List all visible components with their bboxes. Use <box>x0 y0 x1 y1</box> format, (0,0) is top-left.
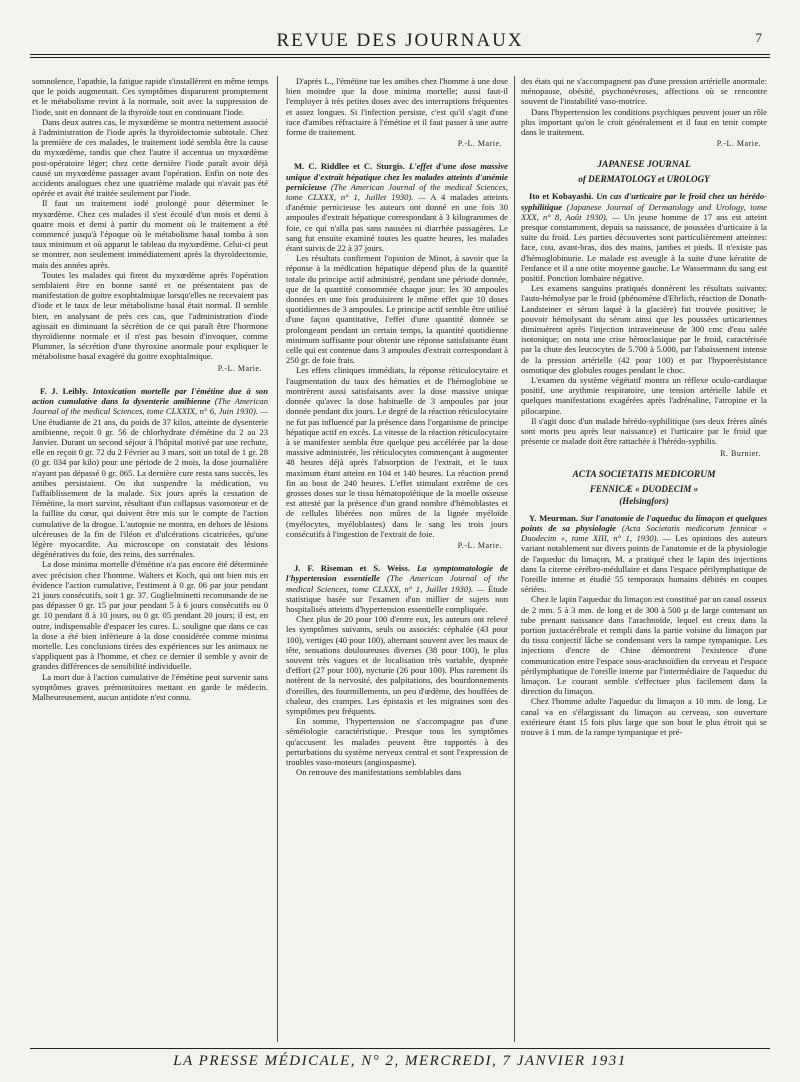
article-text: Un jeune homme de 17 ans est atteint presque constamment, depuis sa naissance, de poussées d'urticaire à la suite du froid. Les parties découvertes sont particulièrement atteintes: face, cou, avant-bras, dos des mains, jambes et pieds. Il n'existe pas d'hémoglobinurie. Le malade est aveugle à la suite d'une kératite de l'enfance et il a une otite moyenne gauche. Le Wassermann du sang est positif. Ponction lombaire négative. <box>521 211 767 284</box>
article-author: F. J. Leibly. <box>40 385 88 396</box>
article-title: La symptomatologie de l'hypertension essentielle <box>286 563 508 584</box>
article-source: (The American Journal of the medical Sciences, tome CLXXX, n° 1, Juillet 1930). — <box>286 573 508 594</box>
article-heading <box>32 386 268 559</box>
paragraph: On retrouve des manifestations semblables dans <box>296 767 462 778</box>
paragraph: D'après L., l'émétine tue les amibes chez l'homme à une dose bien moindre que la dose minima mortelle; aussi faut-il l'employer à très petites doses avec des interruptions fréquentes et assez longues. Si l'infection persiste, c'est qu'il s'agit d'une race d'amibes réfractaire à l'émétine et il faut passer à une autre forme de traitement. <box>286 76 508 138</box>
paragraph: Les résultats confirment l'opinion de Minot, à savoir que la réponse à la médication hépatique dépend plus de la quantité totale du principe actif administré, pendant une période donnée, que de la quantité consommée chaque jour: les 30 ampoules données en une fois produisirent le même effet que 10 doses quotidiennes de 3 ampoules. Le principe actif semble être utilisé d'une façon quantitative, l'effet d'une quantité donnée se prolongeant pendant un certain temps, la quantité quotidienne minimum suffisante pour obtenir une réponse satisfaisante étant celle qui est contenue dans 3 ampoules d'extrait correspondant à 250 gr. de foie frais. <box>286 253 508 366</box>
signature: P.-L. Marie. <box>457 139 502 149</box>
journal-section-title: REVUE DES JOURNAUX <box>276 30 524 51</box>
column-1 <box>32 76 268 1042</box>
article-heading <box>286 161 508 253</box>
signature: P.-L. Marie. <box>217 363 262 373</box>
paragraph: Chez l'homme adulte l'aqueduc du limaçon a 10 mm. de long. Le canal va en s'élargissant du limaçon au cerveau, son ouverture extérieure étant 15 fois plus large que son bout le plus étroit qui se trouve à 1 mm. de la rampe tympanique et pré- <box>521 696 767 737</box>
column-divider <box>277 76 278 1042</box>
paragraph: des états qui ne s'accompagnent pas d'une pression artérielle anormale: ménopause, obésité, psychonévroses, affections où se rencontre souvent de l'instabilité vaso-motrice. <box>521 76 767 107</box>
article-title: Sur l'anatomie de l'aqueduc du limaçon et quelques points de sa physiologie <box>521 512 767 533</box>
paragraph: Dans deux autres cas, le myxœdème se montra nettement associé à l'administration de l'iode après la thyroïdectomie subtotale. Chez la première de ces malades, le traitement iodé sembla être la cause du myxœdème, tandis que chez l'autre il accentua un myxœdème post-opératoire léger; chez cette dernière l'iode paraît avoir déjà causé un myxœdème passager avant l'opération. Enfin on note des accidents analogues chez une quatrième malade qui n'avait pas été opérée et avait été traitée seulement par l'iode. <box>32 116 268 199</box>
article-source: (Japanese Journal of Dermatology and Urology, tome XXX, n° 8, Août 1930). — <box>521 201 767 222</box>
article-heading <box>286 563 508 614</box>
journal-location: (Helsingfors) <box>619 495 669 506</box>
article-author: Y. Meurman. <box>529 512 578 523</box>
article-author: J. F. Riseman et S. Weiss. <box>294 563 411 574</box>
article-source: (Acta Societatis medicorum fennicæ « Duodecim », tome XIII, n° 1, 1930). — <box>521 522 767 544</box>
journal-subheading: of DERMATOLOGY et UROLOGY <box>578 174 710 185</box>
article-author: Ito et Kobayashi. <box>529 191 594 202</box>
article-source: (The American Journal of the medical Sciences, tome CLXXX, n° 1, Juillet 1930). — <box>286 181 508 203</box>
article-heading <box>521 191 767 283</box>
signature: R. Burnier. <box>720 448 761 458</box>
paragraph: Les examens sanguins pratiqués donnèrent les résultats suivants: l'auto-hémolyse par le froid (phénomène d'Ehrlich, réaction de Donath-Landsteiner et sérum laqué à la glacière) fut trouvée positive; le pouvoir hémolysant du sérum ainsi que les poussées urticariennes diminuèrent après l'injection intraveineuse de 300 cmc d'eau salée isotonique; on nota une crise hémoclasique par le froid, caractérisée par la chute des leucocytes de 5.700 à 5.000, par l'abaissement intense de la pression artérielle (42 pour 100) et par l'hypoerésistance osmotique des globules rouges pendant le choc. <box>521 283 767 375</box>
article-text: A 4 malades atteints d'anémie pernicieuse les auteurs ont donné en une fois 30 ampoules d'extrait hépatique correspondant à 3 kilogrammes de foie, ce qui n'alla pas sans nausées ni diarrhée passagères. Le sang fut ensuite examiné toutes les quatre heures, les malades étant suivis de 22 à 37 jours. <box>286 192 508 254</box>
page-footer <box>30 1048 770 1073</box>
paragraph: Il s'agit donc d'un malade hérédo-syphilitique (ses deux frères aînés sont morts peu après leur naissance) et l'urticaire par le froid que présente ce malade doit être rattachée à l'hérédo-syphilis. <box>521 415 767 447</box>
paragraph: Toutes les malades qui firent du myxœdème après l'opération semblaient être en bonne santé et ne présentaient pas de manifestation de goitre exophtalmique lorsqu'elles ne recevaient pas d'iode et le taux de leur métabolisme basal était normal. Il semble bien, en analysant de près ces cas, que l'administration d'iode agissait en diminuant la sécrétion de ce qui paraît être l'hormone thyroïdienne normale et il n'est pas besoin d'invoquer, comme Plummer, la sécrétion d'une thyroxine anormale pour expliquer le métabolisme basal exagéré du goitre exophtalmique. <box>32 269 268 362</box>
article-title: Un cas d'urticaire par le froid chez un hérédo-syphilitique <box>521 191 767 212</box>
column-divider <box>514 76 515 1042</box>
paragraph: Chez le lapin l'aqueduc du limaçon est constitué par un canal osseux de 2 mm. 5 à 3 mm. de long et de 300 à 500 µ de large contenant un tube prenant naissance dans l'arachnoïde, lequel est creux dans la portion juxtacérébrale et rempli dans la partie voisine du limaçon par du tissu conjectif lâche se condensant vers la rampe tympanique. Les injections d'encre de Chine démontrent l'existence d'une communication entre l'espace sous-arachnoïdien du cerveau et l'espace périlymphatique de l'oreille interne par l'intermédiaire de l'aqueduc du limaçon. Le courant semble s'effectuer plus facilement dans la direction du limaçon. <box>521 594 767 697</box>
article-author: M. C. Riddlee et C. Sturgis. <box>294 161 405 172</box>
journal-heading: JAPANESE JOURNAL <box>597 160 691 171</box>
footer-publication-line: LA PRESSE MÉDICALE, N° 2, MERCREDI, 7 JANVIER 1931 <box>173 1053 627 1069</box>
article-title: L'effet d'une dose massive unique d'extrait hépatique chez les malades atteints d'anémie pernicieuse <box>286 161 508 192</box>
journal-subheading: FENNICÆ « DUODECIM » <box>589 483 699 494</box>
paragraph: La mort due à l'action cumulative de l'émétine peut survenir sans symptômes graves prémonitoires mettant en garde le médecin. Malheureusement, aucun antidote n'est connu. <box>32 671 268 702</box>
article-text: Une étudiante de 21 ans, du poids de 37 kilos, atteinte de dysenterie amibienne, reçoit 0 gr. 56 de chlorhydrate d'émétine du 2 au 23 Janvier. Durant un second séjour à l'hôpital motivé par une rechute, elle en reçoit 0 gr. 72 du 2 Février au 3 mars, soit un total de 1 gr. 28 (0 gr. 034 par kilo) pour une période de 2 mois, la dose journalière n'ayant pas dépassé 0 gr. 065. La dernière cure resta sans succès, les amibes persistaient. On dut suspendre la médication, vu l'affaiblissement de la malade. Six jours après la cessation de l'émétine, la mort survint, résultant d'un collapsus vasomoteur et de la faillite du cœur, qui doivent être mis sur le compte de l'action cumulative de la drogue. L'autopsie ne montra, en dehors de lésions ulcéreuses de la fin de l'iléon et d'ulcérations cicatricées, qu'une légère myocardite. Au microscope on constatait des lésions dégénératives du foie, des reins, des surrénales. <box>32 416 268 560</box>
article-title: Intoxication mortelle par l'émétine due à son action cumulative dans la dysenterie amibienne <box>32 385 268 407</box>
paragraph: Chez plus de 20 pour 100 d'entre eux, les auteurs ont relevé les symptômes suivants, seuls ou associés: céphalée (43 pour 100), vertiges (40 pour 100), alternant souvent avec les maux de tête, sensations douloureuses diverses (38 pour 100), le plus souvent très vagues et de localisation très variable, dyspnée d'effort (27 pour 100), nycturie (26 pour 100). Plus rarement ils notèrent de la nervosité, des palpitations, des bourdonnements d'oreilles, des fourmillements, un peu d'œdème, des bouffées de chaleur, des crampes. Les épistaxis et les migraines sont des symptômes peu fréquents. <box>286 614 508 716</box>
column-3 <box>521 76 767 1042</box>
page-number: 7 <box>755 30 762 45</box>
journal-heading: ACTA SOCIETATIS MEDICORUM <box>572 469 716 480</box>
paragraph: La dose minima mortelle d'émétine n'a pas encore été déterminée avec précision chez l'homme. Walters et Koch, qui ont bien mis en évidence l'action cumulative, l'estiment à 0 gr. 06 par jour pendant 21 jours consécutifs, soit 1 gr. 37. Guglielminetti recommande de ne pas dépasser 0 gr. 15 par jour pendant 5 à 6 jours consécutifs ou 0 gr. 10 pendant 8 à 10 jours, ou 0 gr. 05 pendant 20 jours; il est, en outre, indispensable d'espacer les cures. L. souligne que dans ce cas la dose a été bien inférieure à la dose considérée comme minima mortelle. Les conclusions tirées des expériences sur les animaux ne s'appliquent pas à l'homme, et chez ce dernier il semble y avoir de grandes différences de sensibilité individuelle. <box>32 559 268 672</box>
paragraph: somnolence, l'apathie, la fatigue rapide s'installèrent en même temps que le poids augmentait. Ces symptômes disparurent promptement et le métabolisme revint à la normale, soit avec la suppression de l'iode, soit en donnant de la thyroïde tout en continuant l'iode. <box>32 76 268 117</box>
paragraph: Les effets cliniques immédiats, la réponse réticulocytaire et l'augmentation du taux des hématies et de l'hémoglobine se montrèrent aussi satisfaisants avec la dose massive unique donnée qu'avec la dose habituelle de 3 ampoules par jour donnée pendant dix jours. Le degré de la réaction réticulocytaire ne fut pas influencé par la présence dans l'organisme de principe hépatique actif en excès. La vitesse de la réaction réticulocytaire à se manifester sembla être quelque peu accélérée par la dose massive administrée, les réticulocytes commençant à augmenter 48 heures déjà après l'absorption de l'extrait, et le taux maximum étant atteint en 104 et 140 heures. La réaction prend fin au bout de 240 heures. L'effet stimulant extrême de ces grosses doses sur le tissu hématopoïétique de la moelle osseuse est attesté par la présence d'un grand nombre d'hémoblastes et de cellules libérées non mûres de la lignée myéloïde (myélocytes, myéloblastes) dans le sang les trois jours consécutifs à l'ingestion de l'extrait de foie. <box>286 365 508 539</box>
header-rule <box>30 54 770 58</box>
paragraph: En somme, l'hypertension ne s'accompagne pas d'une séméiologie caractéristique. Presque tous les symptômes qu'accusent les malades peuvent être rapportés à des perturbations du système nerveux central et sont l'expression de troubles vaso-moteurs (angiospasme). <box>286 716 508 767</box>
paragraph: Il faut un traitement iodé prolongé pour déterminer le myxœdème. Chez ces malades il s'est écoulé d'un mois et demi à quatre mois et demi à partir du moment où le traitement a été commencé jusqu'à l'époque où le métabolisme basal tomba à son taux minimum et où apparut le tableau du myxœdème. Celui-ci peut se montrer, non seulement immédiatement après la thyroïdectomie, mais des années après. <box>32 198 268 270</box>
column-2 <box>286 76 508 1042</box>
article-text: Étude statistique basée sur l'examen d'un millier de sujets non hospitalisés atteints d'hypertension essentielle compliquée. <box>286 583 508 614</box>
article-text: Les opinions des auteurs variant notablement sur divers points de l'anatomie et de la physiologie de l'aqueduc du limaçon, M. a pratiqué chez le lapin des injections dans la citerne cérébro-médullaire et dans l'espace périlymphatique de l'oreille interne et étudié 55 temporaux humains débités en coupes sériées. <box>521 533 767 595</box>
signature: P.-L. Marie. <box>716 139 761 149</box>
paragraph: Dans l'hypertension les conditions psychiques peuvent jouer un rôle plus important qu'on le croit généralement et il faut en tenir compte dans le traitement. <box>521 106 767 138</box>
signature: P.-L. Marie. <box>457 540 502 550</box>
page-header <box>30 26 770 56</box>
article-heading <box>521 513 767 595</box>
article-source: (The American Journal of the medical Sciences, tome CLXXIX, n° 6, Juin 1930). — <box>32 396 268 417</box>
paragraph: L'examen du système végétatif montra un réflexe oculo-cardiaque positif, une arythmie respiratoire, une tension artérielle labile et quelques manifestations exagérées après l'adrénaline, l'atropine et la pilocarpine. <box>521 375 767 416</box>
